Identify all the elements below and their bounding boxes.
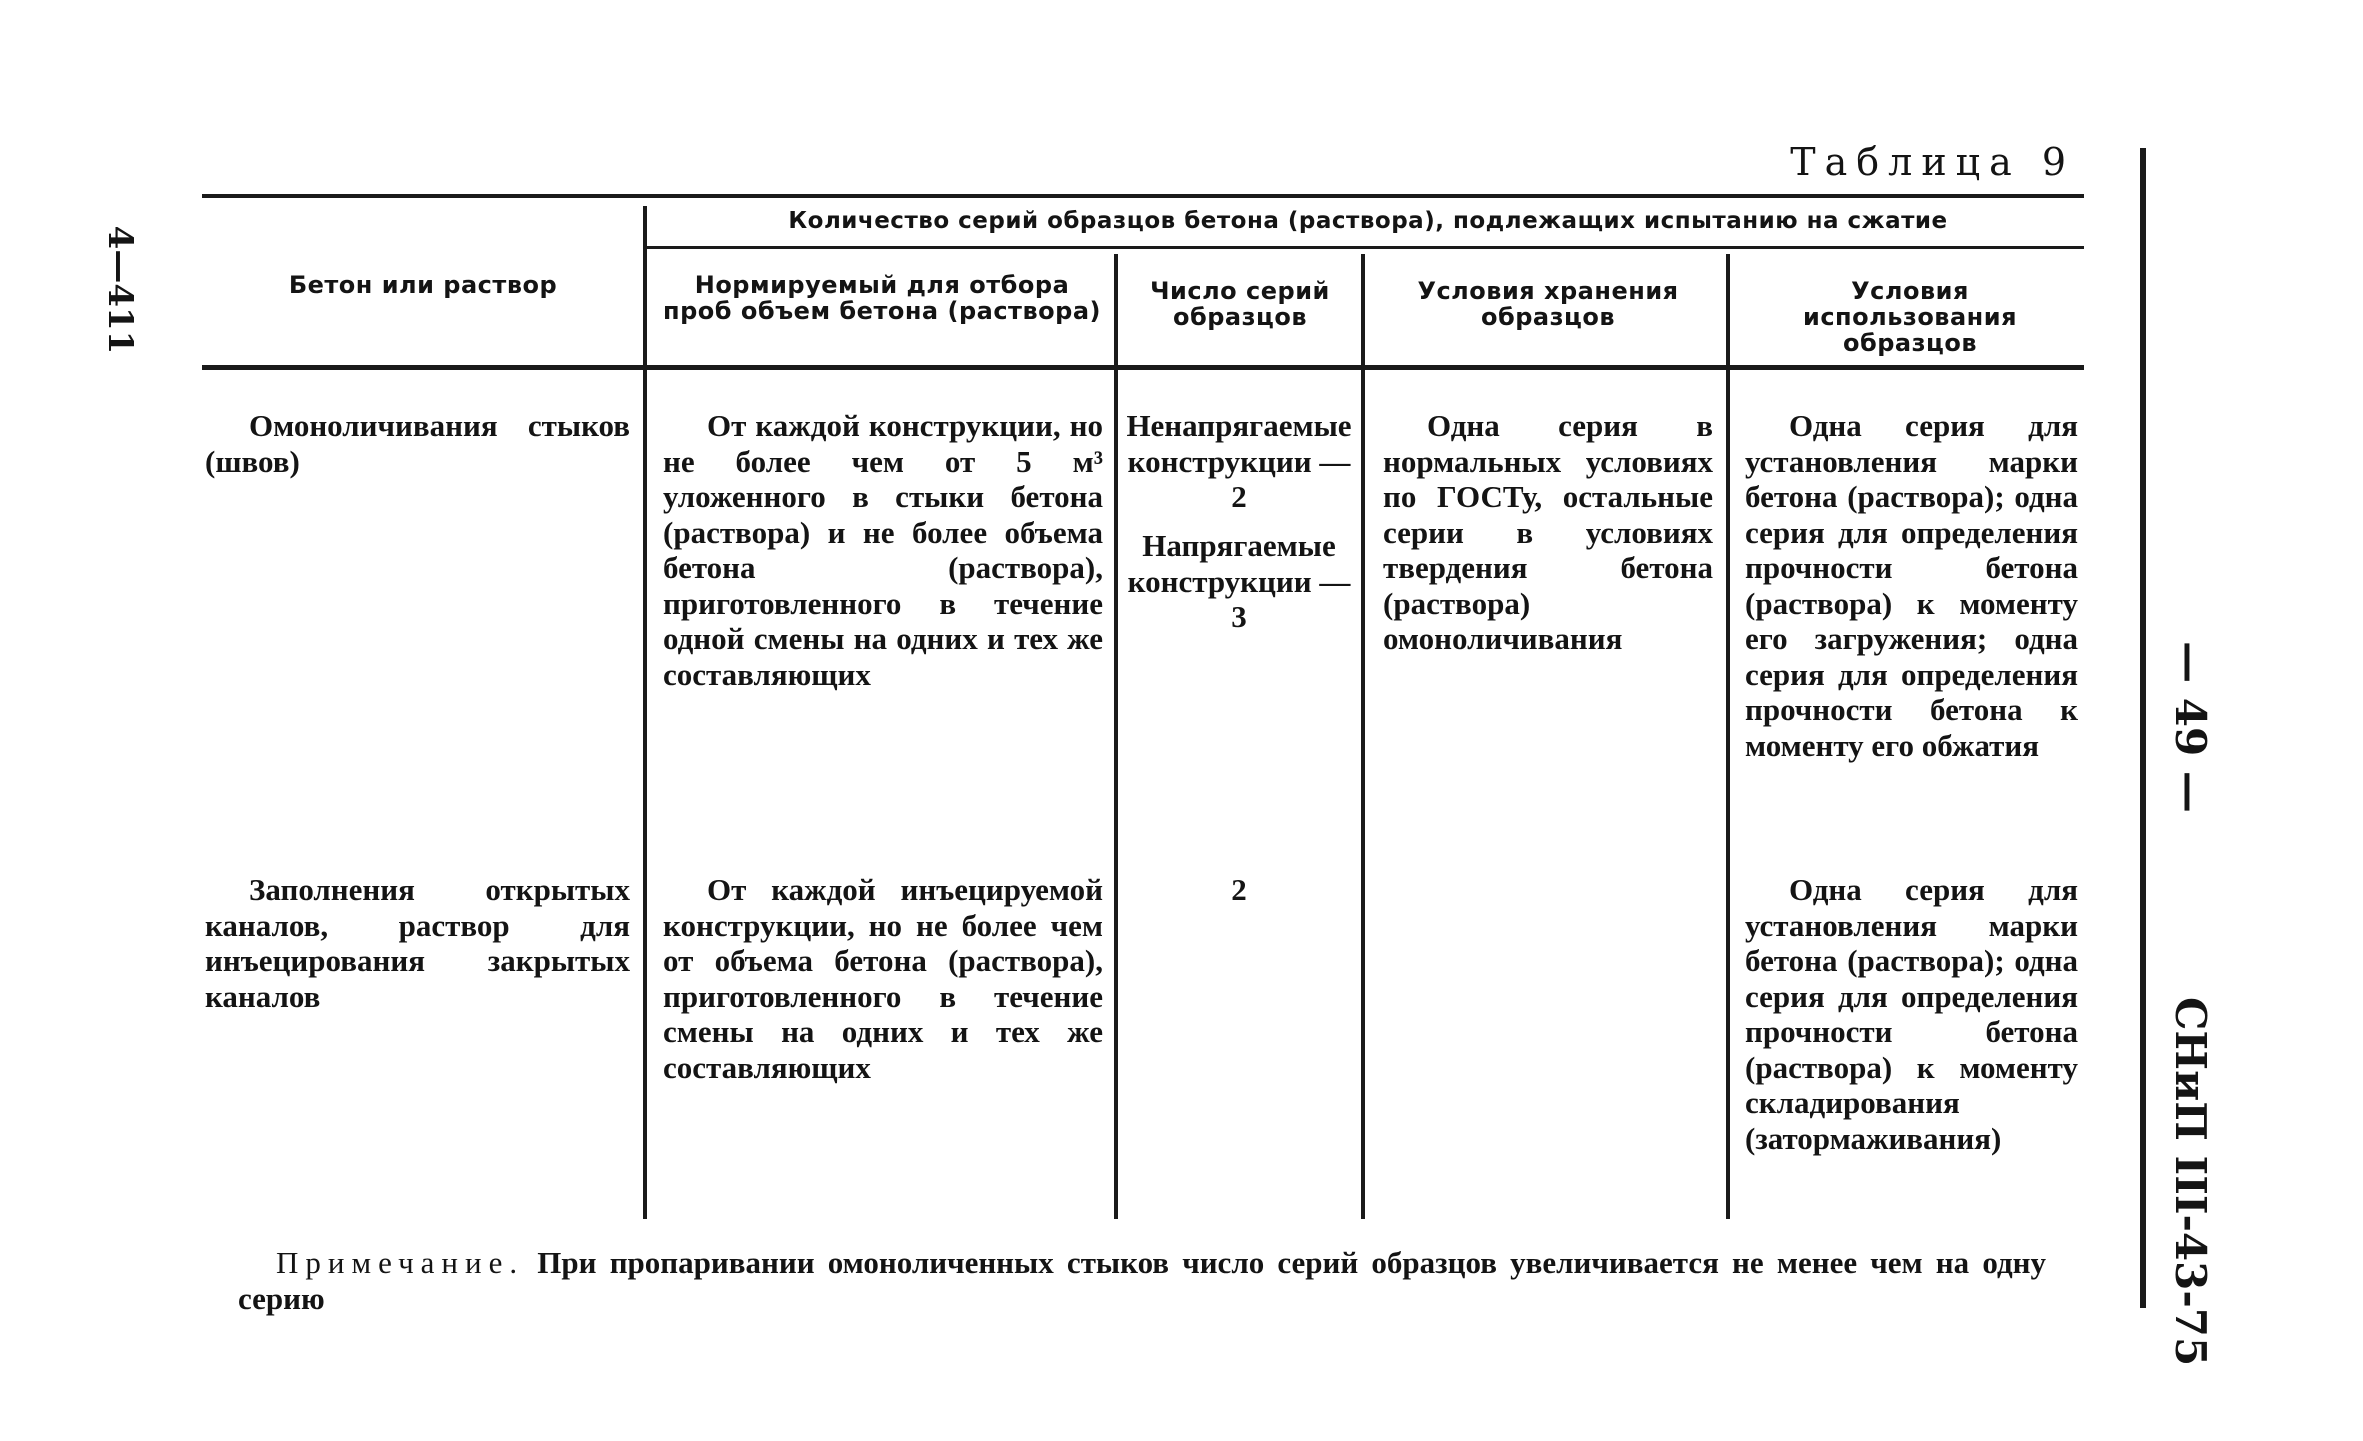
header-usage: Условия использования образцов: [1803, 277, 2017, 357]
row1-concrete: Омоноличивания стыков (швов): [205, 408, 630, 479]
snip-code: СНиП III-43-75: [2166, 997, 2215, 1367]
header-volume: Нормируемый для отбора проб объем бетона (раствора): [663, 271, 1101, 325]
row1-series-prestressed: Напрягаемые конструкции — 3: [1127, 528, 1351, 634]
row1-volume: От каждой конструкции, но не более чем от 5 м³ уложенного в стыки бетона (раствора) и не более объема бетона (раствора), приготовленного в течение одной смены на одних и тех же составляющих: [663, 408, 1103, 692]
column-divider-2: [1114, 254, 1118, 1219]
row2-series: 2: [1231, 872, 1247, 907]
column-divider-3: [1361, 254, 1365, 1219]
row1-storage: Одна серия в нормальных условиях по ГОСТу, остальные серии в условиях твердения бетона (раствора) омоноличивания: [1383, 408, 1713, 656]
header-series: Число серий образцов: [1150, 277, 1330, 331]
header-storage: Условия хранения образцов: [1417, 277, 1679, 331]
column-divider-1: [643, 206, 647, 1219]
row1-usage: Одна серия для установления марки бетона (раствора); одна серия для определения прочности бетона (раствора) к моменту его загружения; одна серия для определения прочности бетона к моменту его обжатия: [1745, 408, 2078, 763]
row2-usage: Одна серия для установления марки бетона (раствора); одна серия для определения прочности бетона (раствора) к моменту складирования (затормаживания): [1745, 872, 2078, 1156]
row1-series-nonprestressed: Ненапрягаемые конструкции — 2: [1126, 408, 1352, 514]
row2-volume: От каждой инъецируемой конструкции, но не более чем от объема бетона (раствора), приготовленного в течение смены на одних и тех же составляющих: [663, 872, 1103, 1085]
row2-concrete: Заполнения открытых каналов, раствор для инъецирования закрытых каналов: [205, 872, 630, 1014]
right-margin-rule: [2140, 148, 2146, 1308]
column-divider-4: [1726, 254, 1730, 1219]
header-bottom-rule: [202, 365, 2084, 370]
note-text: При пропаривании омоноличенных стыков число серий образцов увеличивается не менее чем на одну серию: [238, 1245, 2046, 1316]
header-concrete: Бетон или раствор: [288, 271, 558, 299]
group-header-rule: [644, 246, 2084, 249]
document-code-left: 4—411: [100, 225, 140, 355]
table-top-rule: [202, 194, 2084, 198]
page-number: — 49 —: [2166, 641, 2215, 813]
note-label: Примечание.: [276, 1245, 525, 1280]
table-note: [238, 1245, 2046, 1317]
header-group: Количество серий образцов бетона (раствора), подлежащих испытанию на сжатие: [788, 208, 1948, 234]
table-caption: Таблица 9: [1790, 140, 2075, 184]
